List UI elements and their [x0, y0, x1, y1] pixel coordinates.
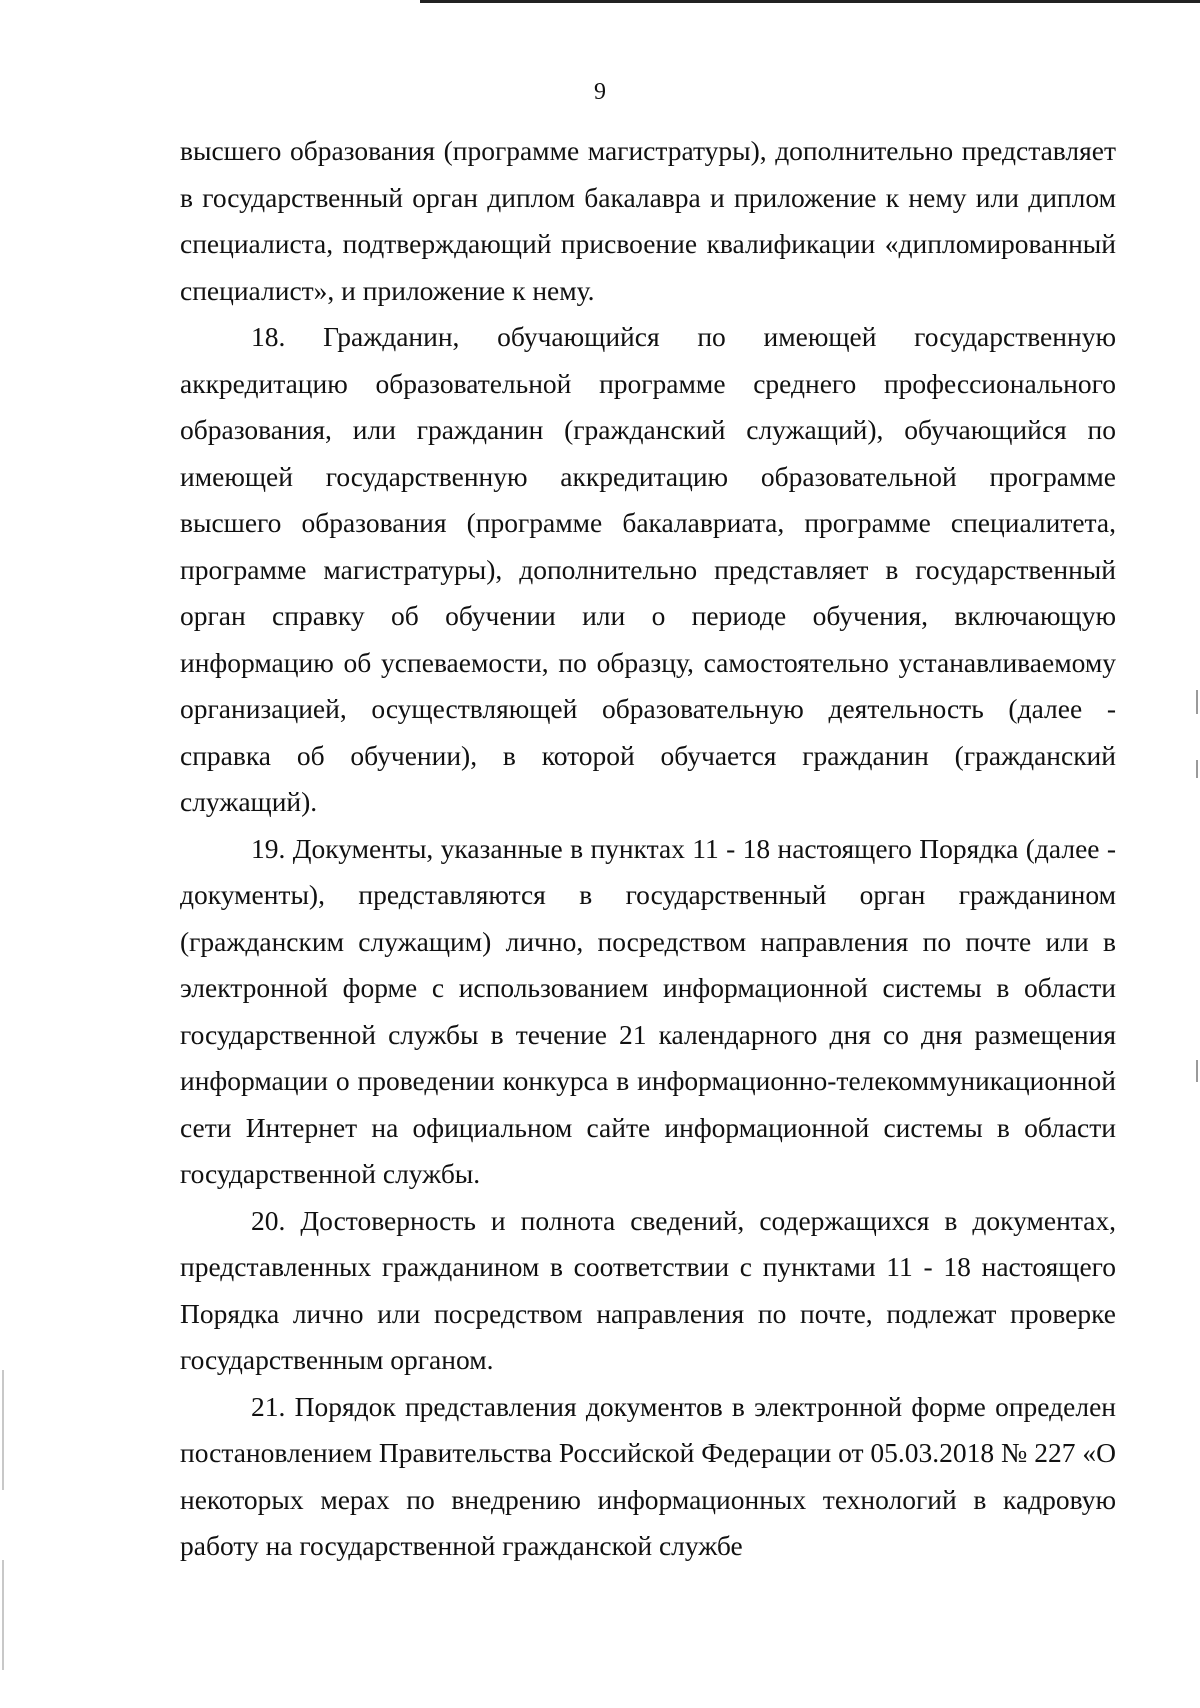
paragraph-item-19: 19. Документы, указанные в пунктах 11 - 18 настоящего Порядка (далее - документы), представляются в государственный орган гражданином (гражданским служащим) лично, посредством направления по почте или в электронной форме с использованием информационной системы в области государственной службы в течение 21 календарного дня со дня размещения информации о проведении конкурса в информационно-телекоммуникационной сети Интернет на официальном сайте информационной системы в области государственной службы. — [180, 832, 1116, 1189]
paragraph-item-21: 21. Порядок представления документов в электронной форме определен постановлением Правительства Российской Федерации от 05.03.2018 № 227 «О некоторых мерах по внедрению информационных технологий в кадровую работу на государственной гражданской службе — [180, 1390, 1116, 1561]
paragraph-continuation: высшего образования (программе магистратуры), дополнительно представляет в государственный орган диплом бакалавра и приложение к нему или диплом специалиста, подтверждающий присвоение квалификации «дипломированный специалист», и приложение к нему. — [180, 135, 1116, 306]
scan-edge-mark — [1196, 690, 1198, 714]
page-number: 9 — [594, 79, 606, 105]
scan-edge-mark — [1196, 760, 1198, 778]
scan-top-border — [420, 0, 1200, 3]
document-body — [180, 128, 1116, 1570]
paragraph-item-20: 20. Достоверность и полнота сведений, содержащихся в документах, представленных гражданином в соответствии с пунктами 11 - 18 настоящего Порядка лично или посредством направления по почте, подлежат проверке государственным органом. — [180, 1204, 1116, 1375]
scan-edge-mark — [2, 1560, 4, 1670]
scan-edge-mark — [2, 1370, 4, 1490]
paragraph-item-18: 18. Гражданин, обучающийся по имеющей государственную аккредитацию образовательной программе среднего профессионального образования, или гражданин (гражданский служащий), обучающийся по имеющей государственную аккредитацию образовательной программе высшего образования (программе бакалавриата, программе специалитета, программе магистратуры), дополнительно представляет в государственный орган справку об обучении или о периоде обучения, включающую информацию об успеваемости, по образцу, самостоятельно устанавливаемому организацией, осуществляющей образовательную деятельность (далее - справка об обучении), в которой обучается гражданин (гражданский служащий). — [180, 321, 1116, 817]
scan-edge-mark — [1196, 1060, 1198, 1082]
